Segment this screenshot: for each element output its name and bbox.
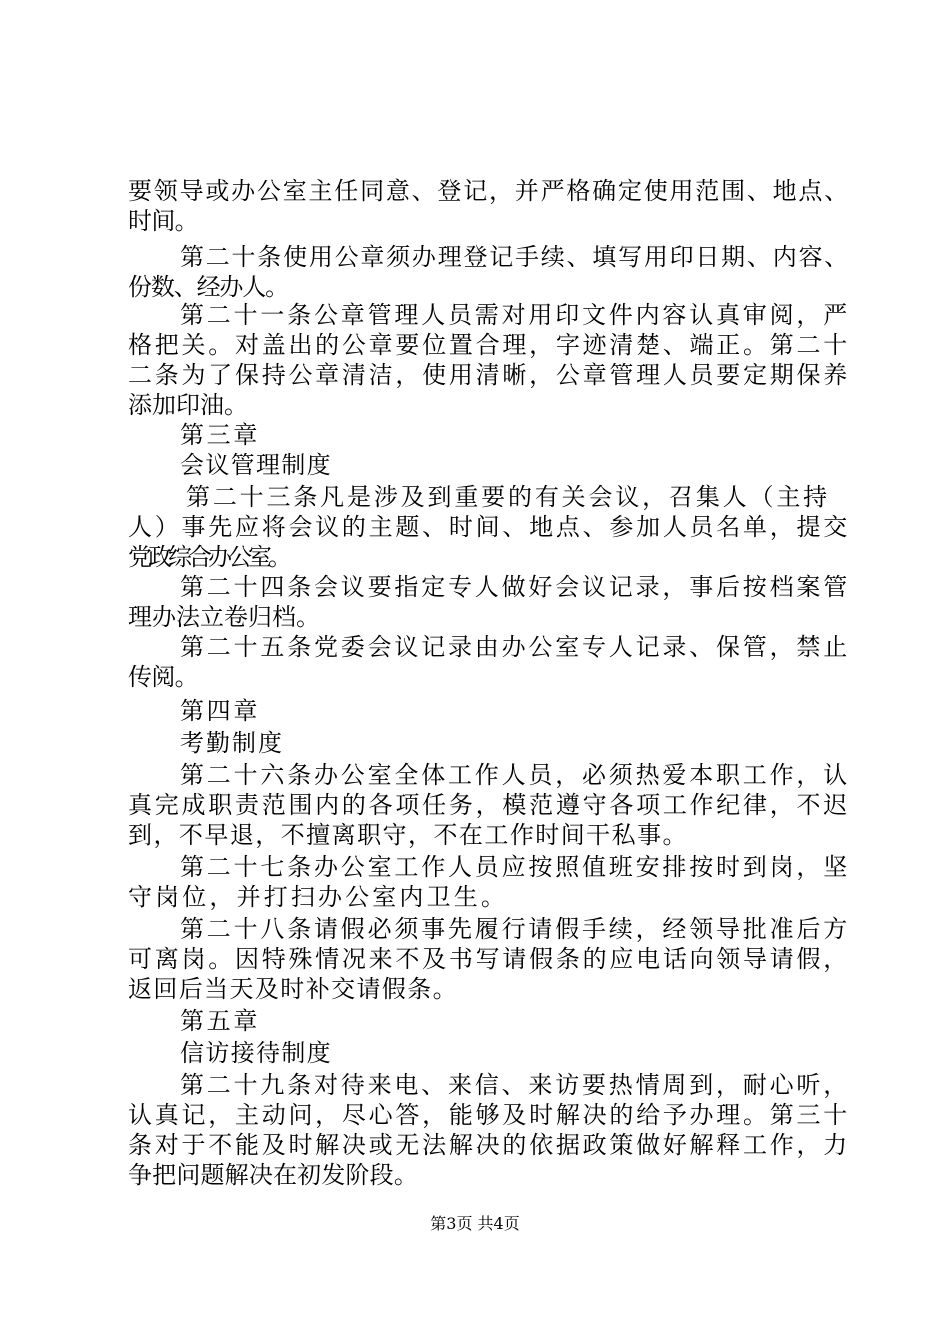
text-line: 第二十一条公章管理人员需对用印文件内容认真审阅，严 — [180, 301, 850, 329]
text-line: 争把问题解决在初发阶段。 — [128, 1161, 418, 1189]
text-line: 理办法立卷归档。 — [128, 603, 320, 631]
text-line: 到，不早退，不擅离职守，不在工作时间干私事。 — [128, 821, 688, 849]
text-line: 返回后当天及时补交请假条。 — [128, 975, 458, 1003]
text-line: 要领导或办公室主任同意、登记，并严格确定使用范围、地点、 — [128, 177, 850, 205]
text-line: 二条为了保持公章清洁，使用清晰，公章管理人员要定期保养 — [128, 361, 850, 389]
text-line: 份数、经办人。 — [128, 273, 288, 301]
text-line: 考勤制度 — [180, 729, 284, 757]
text-line: 真完成职责范围内的各项任务，模范遵守各项工作纪律，不迟 — [128, 791, 850, 819]
text-line: 第二十八条请假必须事先履行请假手续，经领导批准后方 — [180, 915, 850, 943]
text-line: 格把关。对盖出的公章要位置合理，字迹清楚、端正。第二十 — [128, 331, 850, 359]
text-line: 传阅。 — [128, 663, 198, 691]
text-line: 时间。 — [128, 207, 198, 235]
text-line: 第二十四条会议要指定专人做好会议记录，事后按档案管 — [180, 573, 850, 601]
text-line: 第二十条使用公章须办理登记手续、填写用印日期、内容、 — [180, 243, 850, 271]
page-footer: 第3页 共4页 — [430, 1214, 520, 1233]
text-line: 第二十七条办公室工作人员应按照值班安排按时到岗，坚 — [180, 853, 850, 881]
text-line: 人）事先应将会议的主题、时间、地点、参加人员名单，提交 — [128, 513, 850, 541]
text-line: 第二十五条党委会议记录由办公室专人记录、保管，禁止 — [180, 633, 850, 661]
text-line: 会议管理制度 — [180, 451, 332, 479]
text-line: 条对于不能及时解决或无法解决的依据政策做好解释工作，力 — [128, 1131, 850, 1159]
text-line: 守岗位，并打扫办公室内卫生。 — [128, 883, 508, 911]
text-line: 党政综合办公室。 — [128, 543, 288, 571]
text-line: 可离岗。因特殊情况来不及书写请假条的应电话向领导请假， — [128, 945, 850, 973]
text-line: 第五章 — [180, 1007, 260, 1035]
text-line: 第二十三条凡是涉及到重要的有关会议，召集人（主持 — [186, 483, 830, 511]
text-line: 第二十九条对待来电、来信、来访要热情周到，耐心听， — [180, 1071, 850, 1099]
text-line: 信访接待制度 — [180, 1039, 332, 1067]
text-line: 认真记，主动问，尽心答，能够及时解决的给予办理。第三十 — [128, 1101, 850, 1129]
text-line: 第四章 — [180, 697, 260, 725]
text-line: 第二十六条办公室全体工作人员，必须热爱本职工作，认 — [180, 761, 850, 789]
text-line: 添加印油。 — [128, 391, 248, 419]
text-line: 第三章 — [180, 421, 260, 449]
